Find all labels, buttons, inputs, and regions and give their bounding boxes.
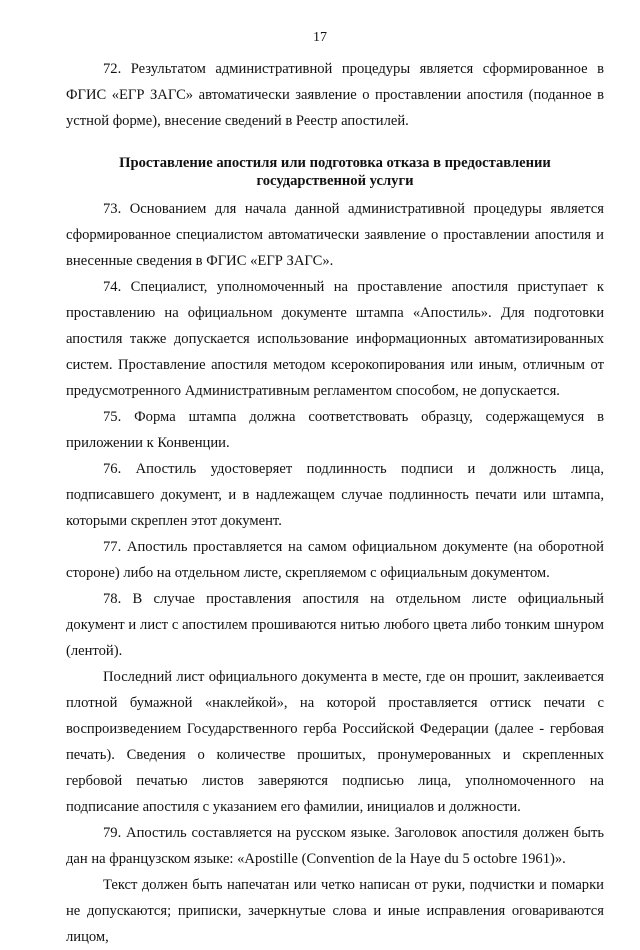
section-heading: Проставление апостиля или подготовка отказа в предоставлении государственной услуги	[119, 155, 551, 189]
paragraph-78-continued: Последний лист официального документа в месте, где он прошит, заклеивается плотной бумажной «наклейкой», на которой проставляется оттиск печати с воспроизведением Государственного герба Российской Федерации (далее - гербовая печать). Сведения о количестве прошитых, пронумерованных и скрепленных гербовой печатью листов заверяются подписью лица, уполномоченного на подписание апостиля с указанием его фамилии, инициалов и должности.	[66, 669, 604, 815]
paragraph-79-continued: Текст должен быть напечатан или четко написан от руки, подчистки и помарки не допускаются; приписки, зачеркнутые слова и иные исправления оговариваются лицом,	[66, 877, 604, 945]
paragraph-77: 77. Апостиль проставляется на самом официальном документе (на оборотной стороне) либо на отдельном листе, скрепляемом с официальным документом.	[66, 539, 604, 581]
paragraph-73: 73. Основанием для начала данной административной процедуры является сформированное специалистом автоматически заявление о проставлении апостиля и внесенные сведения в ФГИС «ЕГР ЗАГС».	[66, 201, 604, 269]
paragraph-75: 75. Форма штампа должна соответствовать образцу, содержащемуся в приложении к Конвенции.	[66, 409, 604, 451]
page-number: 17	[313, 30, 327, 45]
paragraph-78: 78. В случае проставления апостиля на отдельном листе официальный документ и лист с апостилем прошиваются нитью любого цвета либо тонким шнуром (лентой).	[66, 591, 604, 659]
paragraph-76: 76. Апостиль удостоверяет подлинность подписи и должность лица, подписавшего документ, и в надлежащем случае подлинность печати или штампа, которыми скреплен этот документ.	[66, 461, 604, 529]
paragraph-79: 79. Апостиль составляется на русском языке. Заголовок апостиля должен быть дан на французском языке: «Apostille (Convention de la Haye du 5 octobre 1961)».	[66, 825, 604, 867]
paragraph-72: 72. Результатом административной процедуры является сформированное в ФГИС «ЕГР ЗАГС» автоматически заявление о проставлении апостиля (поданное в устной форме), внесение сведений в Реестр апостилей.	[66, 61, 604, 129]
document-body	[66, 56, 604, 950]
paragraph-74: 74. Специалист, уполномоченный на проставление апостиля приступает к проставлению на официальном документе штампа «Апостиль». Для подготовки апостиля также допускается использование информационных автоматизированных систем. Проставление апостиля методом ксерокопирования или иным, отличным от предусмотренного Административным регламентом способом, не допускается.	[66, 279, 604, 399]
